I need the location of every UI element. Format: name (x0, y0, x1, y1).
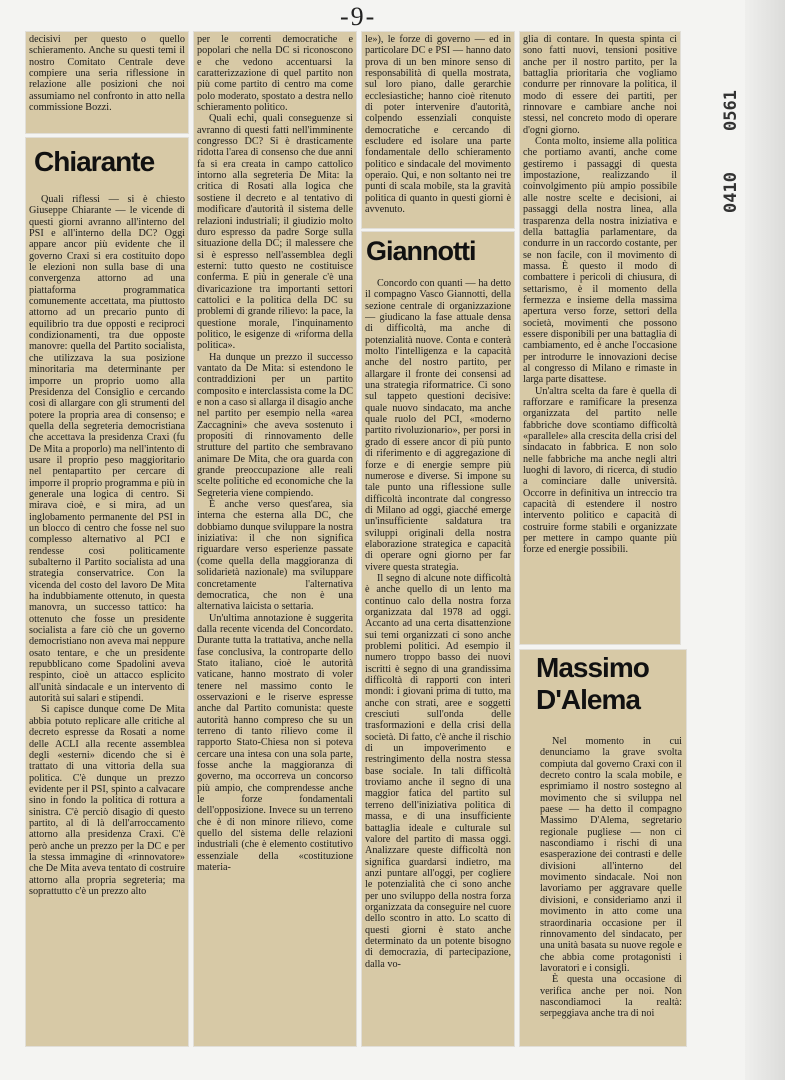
paragraph: Si capisce dunque come De Mita abbia potuto replicare alle critiche al decreto espresse da Rosati a nome delle ACLI alla recente assemblea degli «esterni» dicendo che si è trattato di una vittoria della sua politica. C'è dunque un prezzo evidente per il PSI, spinto a calvacare sino in fondo la politica di rottura a sinistra. C'è perciò disagio di questo partito, al di là dell'arroccamento attorno alla presidenza Craxi. C'è però anche un prezzo per la DC e per la stessa immagine di «rinnovatore» che De Mita aveva tentato di costruire attorno alla propria segreteria; ma soprattutto c'è un prezzo alto (29, 704, 185, 897)
paragraph: glia di contare. In questa spinta ci sono fatti nuovi, tensioni positive anche per il nostro partito, per la battaglia prioritaria che vogliamo condurre per rinnovare la politica, il modo di essere dei partiti, per rinnovare e cambiare anche noi stessi, nel concreto modo di operare d'ogni giorno. (523, 34, 677, 136)
paragraph: decisivi per questo o quello schieramento. Anche su questi temi il nostro Comitato Centrale deve compiere una seria riflessione in relazione alle posizioni che noi assumiamo nel confronto in atto nella commissione Bozzi. (29, 34, 185, 114)
paragraph: le»), le forze di governo — ed in particolare DC e PSI — hanno dato prova di un ben minore senso di responsabilità di quella mostrata, sul loro piano, dalle gerarchie ecclesiastiche; hanno cioè ritenuto di poter intervenire d'autorità, colpendo essenziali conquiste democratiche e cercando di escludere ed isolare una parte fondamentale dello schieramento politico e sindacale del movimento operaio. Qui, e non soltanto nei tre punti di scala mobile, sta la gravità politica di quanto in questi giorni è avvenuto. (365, 34, 511, 216)
paragraph: È anche verso quest'area, sia interna che esterna alla DC, che dobbiamo dunque sviluppare la nostra iniziativa: il che non significa riguardare verso esperienze passate (come quella della maggioranza di solidarietà nazionale) ma sviluppare concretamente l'alternativa democratica, che non è una alternativa laicista o settaria. (197, 499, 353, 613)
headline-giannotti: Giannotti (366, 236, 476, 266)
article-text-block (540, 736, 682, 1042)
article-text-block (523, 34, 677, 640)
clipping-giannotti (362, 232, 514, 1046)
clipping-c4-top (520, 32, 680, 644)
paragraph: per le correnti democratiche e popolari che nella DC si riconoscono e che vedono accentuarsi la caratterizzazione di quel partito non più come partito di centro ma come polo moderato, spostato a destra nello schieramento politico. (197, 34, 353, 114)
paragraph: Un'altra scelta da fare è quella di rafforzare e ramificare la presenza organizzata del partito nelle fabbriche dove scontiamo difficoltà «parallele» alla crescita della crisi del sindacato in fabbrica. E non solo nelle fabbriche ma anche negli altri luoghi di lavoro, di ricerca, di studio a cominciare dalle università. Occorre in definitiva un intreccio tra capacità di estendere il nostro intervento politico e capacità di costruire forme stabili e organizzate per mettere in campo quante più forze ed energie possibili. (523, 385, 677, 556)
article-text-block (29, 194, 185, 1040)
paragraph: È questa una occasione di verifica anche per noi. Non nascondiamoci la realtà: serpeggiava anche tra di noi (540, 974, 682, 1020)
page-number: -9- (340, 2, 377, 31)
page-edge-shadow (745, 0, 785, 1080)
clipping-c1-top (26, 32, 188, 133)
headline-dalema-first: Massimo (536, 652, 649, 683)
paragraph: Il segno di alcune note difficoltà è anche quello di un lento ma continuo calo della nostra forza organizzata dal 1978 ad oggi. Accanto ad una certa disattenzione sui temi organizzati ci sono anche problemi politici. Ad esempio il numero troppo basso dei nuovi iscritti è segno di una grandissima difficoltà di rapporti con interi mondi: i giovani prima di tutto, ma anche con strati, aree e soggetti cresciuti sull'onda delle trasformazioni e della crisi della società. Di fatto, c'è anche il rischio di un impoverimento e restringimento della nostra stessa base sociale. In tali difficoltà troviamo anche il segno di una maggior fatica del partito sul terreno dell'iniziativa politica di massa, e di una insufficiente battaglia ideale e culturale sul valore del partito di massa oggi. Analizzare queste difficoltà non significa guardarsi indietro, ma anzi puntare all'oggi, per cogliere le potenzialità che ci sono anche per uno sviluppo della nostra forza organizzata da conseguire nel cuore dello scontro in atto. Lo scatto di questi giorni è stato anche determinato da un potente bisogno di democrazia, di partecipazione, dalla vo- (365, 572, 511, 970)
archive-stamp-number-secondary: 0410 (721, 172, 741, 213)
archive-stamp-number: 0561 (721, 90, 741, 131)
clipping-dalema (520, 650, 686, 1046)
paragraph: Concordo con quanti — ha detto il compagno Vasco Giannotti, della sezione centrale di organizzazione — giudicano la fase attuale densa di difficoltà, ma anche di potenzialità nuove. Conta e conterà molto l'intelligenza e la capacità anche del nostro partito, per allargare il fronte dei consensi ad una strategia riformatrice. Ci sono sul tappeto questioni decisive: quale nuovo sindacato, ma anche quale ruolo del PCI, «moderno partito rivoluzionario», per porsi in grado di essere ancor di più punto di riferimento e di aggregazione di forze e di energie sempre più numerose e diverse. Si impone su tale punto una riflessione sulle difficoltà incontrate dal congresso di Milano ad oggi, giacché emerge un'insufficiente saldatura tra sviluppi originali della nostra elaborazione strategica e capacità di operare ogni giorno per far vivere questa strategia. (365, 278, 511, 573)
clipping-chiarante (26, 138, 188, 1046)
clipping-c3-top (362, 32, 514, 228)
paragraph: Quali riflessi — si è chiesto Giuseppe Chiarante — le vicende di questi giorni avranno all'interno del PSI e all'interno della DC? Oggi appare ancor più evidente che il governo Craxi si era costituito dopo le elezioni non sulla base di una convergenza attorno ad una piattaforma programmatica comunemente accettata, ma piuttosto attorno ad un precario punto di equilibrio tra due opposti e reciproci condizionamenti, tra due opposte manovre: quella del Partito socialista, che utilizzava la sua posizione minoritaria ma determinante per imporre un proprio uomo alla Presidenza del Consiglio e cercando così di allargare con gli strumenti del potere la propria area di consenso; e quella della segreteria democristiana che accettava la presidenza Craxi (fu De Mita a proporlo) ma nell'intento di usare il proprio peso maggioritario nel pentapartito per cercare di imporre il proprio programma e più in generale una logica di centro. Si mirava cioè, e si mira, ad un inglobamento permanente del PSI in un blocco di centro che fosse nel suo complesso alternativo al PCI e rendesse così politicamente subalterno il Partito socialista ad una strategia conservatrice. Con la vicenda del costo del lavoro De Mita ha indubbiamente ottenuto, in questa manovra, un successo tattico: ha ottenuto che fosse un presidente socialista a fare ciò che un governo democristiano non aveva mai neppure osato tentare, e che un presidente repubblicano come Spadolini aveva respinto, cioè un attacco esplicito all'unità sindacale e un intervento di autorità sui salari e stipendi. (29, 194, 185, 705)
headline-dalema-last: D'Alema (536, 684, 640, 715)
clipping-c2 (194, 32, 356, 1046)
article-text-block (197, 34, 353, 1042)
paragraph: Quali echi, quali conseguenze si avranno di questi fatti nell'imminente congresso DC? Si è drasticamente ridotta l'area di consenso che due anni fa si era creata in campo cattolico intorno alla segreteria De Mita: la critica di Rosati alla logica che sostiene il decreto e al tentativo di modificare d'autorità il sistema delle relazioni industriali; il giudizio molto duro espresso da padre Sorge sulla situazione della DC; il malessere che si è espresso nell'assemblea degli esterni: tutto questo ne costituisce conferma. E più in generale c'è una divaricazione tra importanti settori cattolici e la politica della DC su problemi di grande rilievo: la pace, la questione morale, l'inquinamento politico, le esigenze di «riforma della politica». (197, 113, 353, 352)
paragraph: Nel momento in cui denunciamo la grave svolta compiuta dal governo Craxi con il decreto contro la scala mobile, e esprimiamo il nostro sostegno al movimento che si sviluppa nel paese — ha detto il compagno Massimo D'Alema, segretario regionale pugliese — non ci nascondiamo i rischi di una esasperazione dei contrasti e delle divisioni all'interno del movimento sindacale. Noi non lavoriamo per aggravare quelle divisioni, e consideriamo anzi il movimento in atto come una straordinaria occasione per il rinnovamento del sindacato, per una unità basata su nuove regole e che abbia come protagonisti i lavoratori e i consigli. (540, 736, 682, 974)
article-text-block (365, 34, 511, 226)
paragraph: Un'ultima annotazione è suggerita dalla recente vicenda del Concordato. Durante tutta la trattativa, anche nella fase conclusiva, la controparte dello Stato italiano, cioè le autorità vaticane, hanno mostrato di voler tenere nel massimo conto le osservazioni e le riserve espresse anche dal Partito comunista: queste autorità hanno compreso che su un terreno di tanto rilievo come il rapporto Stato-Chiesa non si poteva cercare una intesa con una sola parte, fosse anche la maggioranza di governo, ma occorreva un concorso più ampio, che comprendesse anche le forze fondamentali dell'opposizione. Invece su un terreno che è di non minore rilievo, come quello del sistema delle relazioni industriali (che è elemento costitutivo essenziale della «costituzione materia- (197, 612, 353, 874)
article-text-block (29, 34, 185, 131)
paragraph: Conta molto, insieme alla politica che portiamo avanti, anche come gestiremo i passaggi di questa impostazione, realizzando il coinvolgimento più ampio possibile alle nostre scelte e decisioni, ai passaggi della nostra linea, alla trasparenza della nostra iniziativa e della battaglia parlamentare, da condurre in un raccordo costante, per se non facile, con il movimento di massa. È questo il modo di combattere i pericoli di chiusura, di settarismo, è il momento della fermezza e insieme della massima apertura verso forze, settori della società, movimenti che possono essere disponibili per una battaglia di cambiamento, ed è anche l'occasione per introdurre le innovazioni decise al congresso di Milano e rimaste in larga parte disattese. (523, 136, 677, 386)
headline-chiarante: Chiarante (34, 146, 155, 177)
paragraph: Ha dunque un prezzo il successo vantato da De Mita: si estendono le contraddizioni per un partito composito e interclassista come la DC e non a caso si allarga il disagio anche nel partito per esempio nella «area Zaccagnini» che aveva sostenuto i propositi di rinnovamento delle strutture del partito che sembravano animare De Mita, che ora guarda con grande preoccupazione alle reali scelte politiche ed economiche che la Segreteria viene compiendo. (197, 351, 353, 499)
article-text-block (365, 278, 511, 1040)
